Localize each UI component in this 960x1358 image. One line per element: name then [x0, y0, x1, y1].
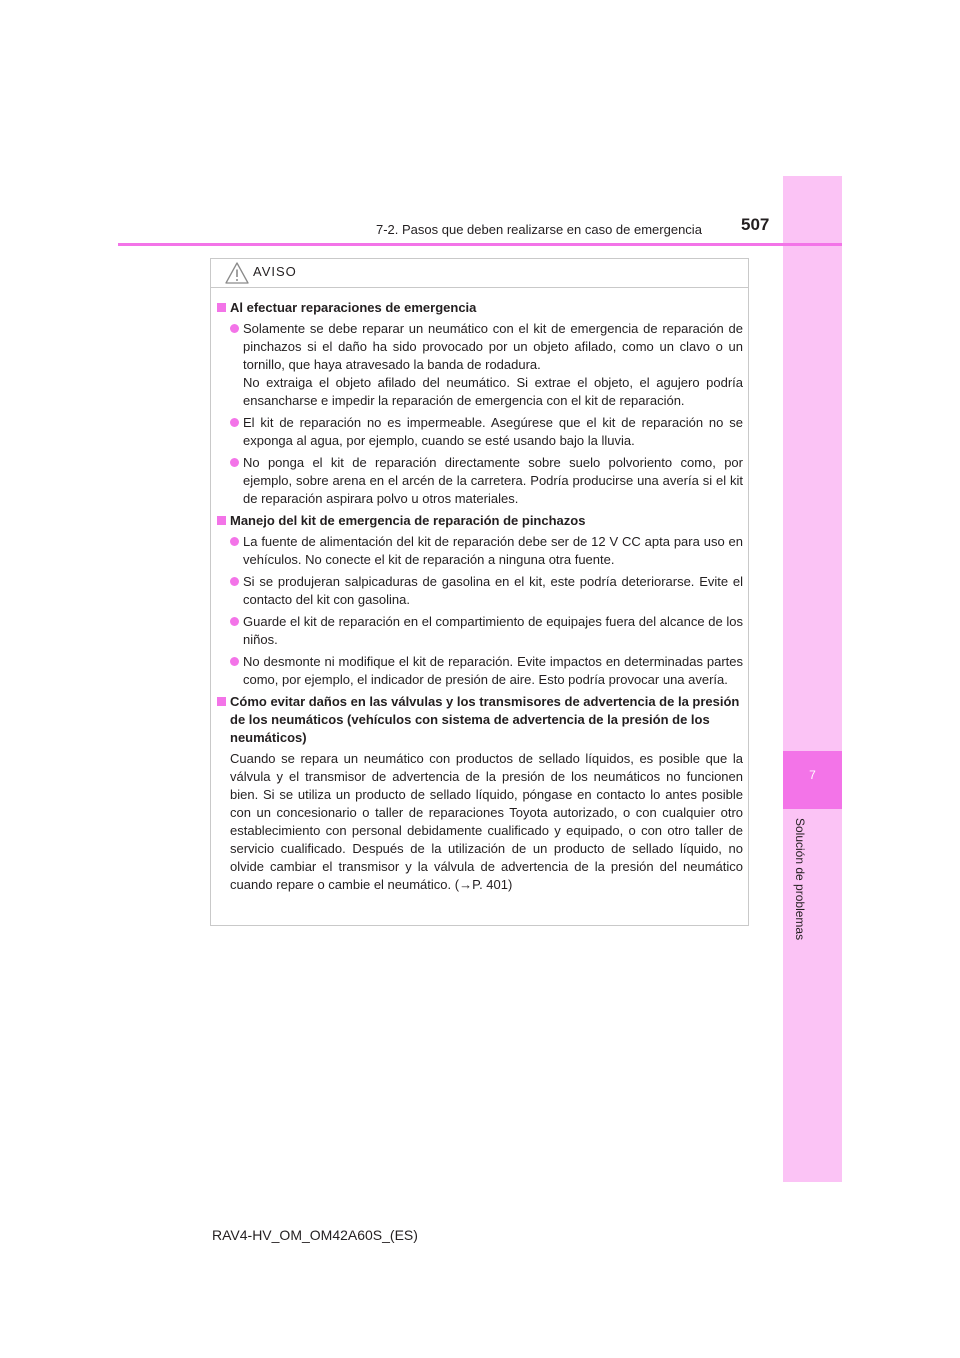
notice-bullet: Guarde el kit de reparación en el compartimiento de equipajes fuera del alcance de los niños. [217, 613, 743, 649]
header-rule [118, 243, 842, 246]
notice-bullet-continuation: No extraiga el objeto afilado del neumático. Si extrae el objeto, el agujero podría ensancharse e impedir la reparación de emergencia con el kit de reparación. [243, 375, 743, 408]
notice-bullet: La fuente de alimentación del kit de reparación debe ser de 12 V CC apta para uso en vehículos. No conecte el kit de reparación a ninguna otra fuente. [217, 533, 743, 569]
section-title: 7-2. Pasos que deben realizarse en caso de emergencia [376, 222, 702, 237]
notice-heading: Cómo evitar daños en las válvulas y los transmisores de advertencia de la presión de los neumáticos (vehículos con sistema de advertencia de la presión de los neumáticos) [217, 693, 743, 747]
notice-header [211, 259, 748, 288]
chapter-number: 7 [809, 768, 816, 782]
notice-bullet: No ponga el kit de reparación directamente sobre suelo polvoriento como, por ejemplo, sobre arena en el arcén de la carretera. Podría producirse una avería si el kit de reparación aspirara polvo u otros materiales. [217, 454, 743, 508]
notice-bullet: El kit de reparación no es impermeable. Asegúrese que el kit de reparación no se exponga al agua, por ejemplo, cuando se esté usando bajo la lluvia. [217, 414, 743, 450]
chapter-side-tab [783, 176, 842, 1182]
notice-bullet: Si se produjeran salpicaduras de gasolina en el kit, este podría deteriorarse. Evite el contacto del kit con gasolina. [217, 573, 743, 609]
notice-heading: Al efectuar reparaciones de emergencia [217, 299, 743, 317]
notice-bullet: Solamente se debe reparar un neumático con el kit de emergencia de reparación de pinchazos si el daño ha sido provocado por un objeto afilado, como un clavo o un tornillo, que haya atravesado la banda de rodadura. [217, 320, 743, 374]
notice-bullet: No desmonte ni modifique el kit de reparación. Evite impactos en determinadas partes como, por ejemplo, el indicador de presión de aire. Esto podría provocar una avería. [217, 653, 743, 689]
warning-notice-box [210, 258, 749, 926]
warning-triangle-icon [225, 262, 249, 289]
notice-body [211, 288, 748, 894]
document-id: RAV4-HV_OM_OM42A60S_(ES) [212, 1227, 418, 1243]
notice-title: AVISO [253, 264, 297, 279]
notice-paragraph: Cuando se repara un neumático con productos de sellado líquidos, es posible que la válvula y el transmisor de advertencia de la presión de los neumáticos no funcionen bien. Si se utiliza un producto de sellado líquido, póngase en contacto lo antes posible con un concesionario o taller de reparaciones Toyota autorizado, o con cualquier otro establecimiento con personal debidamente cualificado y equipado, o con otro taller de servicio cualificado. Después de la utilización de un producto de sellado líquido, no olvide cambiar el transmisor y la válvula de advertencia de la presión del neumático cuando repare o cambie el neumático. (→P. 401) [230, 751, 743, 892]
page-number: 507 [741, 215, 770, 234]
chapter-label: Solución de problemas [793, 818, 807, 941]
notice-heading: Manejo del kit de emergencia de reparación de pinchazos [217, 512, 743, 530]
